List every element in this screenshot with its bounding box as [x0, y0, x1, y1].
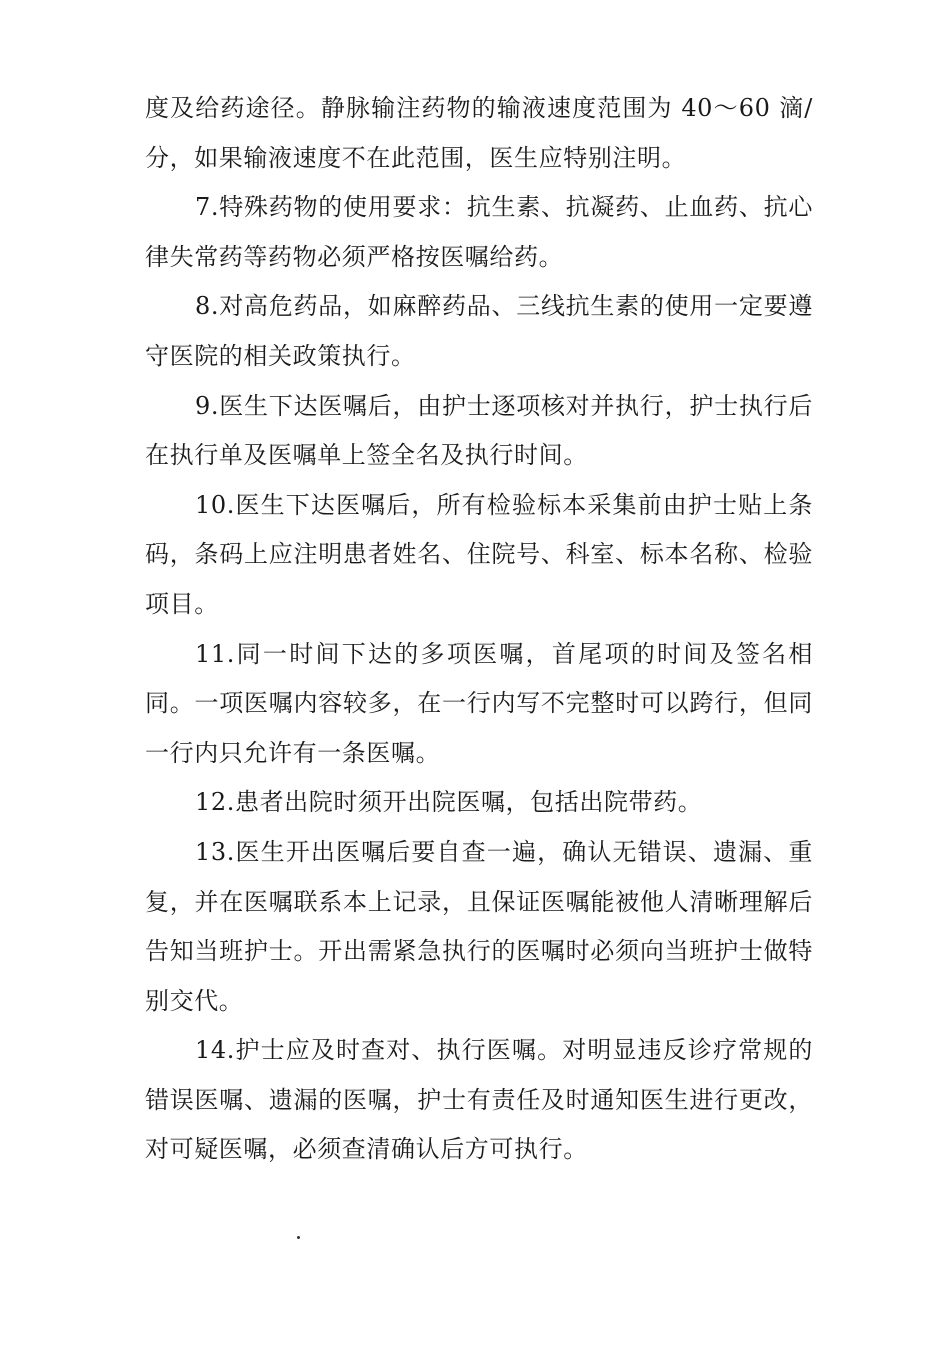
- paragraph-item-8: 8.对高危药品，如麻醉药品、三线抗生素的使用一定要遵守医院的相关政策执行。: [145, 292, 813, 370]
- paragraph-item-7: 7.特殊药物的使用要求：抗生素、抗凝药、止血药、抗心律失常药等药物必须严格按医嘱给药。: [145, 193, 813, 271]
- paragraph-item-14: 14.护士应及时查对、执行医嘱。对明显违反诊疗常规的错误医嘱、遗漏的医嘱，护士有责任及时通知医生进行更改，对可疑医嘱，必须查清确认后方可执行。: [145, 1036, 813, 1164]
- paragraph-continued-dosage: 度及给药途径。静脉输注药物的输液速度范围为 40～60 滴/分，如果输液速度不在此范围，医生应特别注明。: [145, 94, 813, 172]
- paragraph-item-11: 11.同一时间下达的多项医嘱，首尾项的时间及签名相同。一项医嘱内容较多，在一行内写不完整时可以跨行，但同一行内只允许有一条医嘱。: [145, 639, 813, 767]
- document-body: [145, 84, 813, 1175]
- paragraph-item-9: 9.医生下达医嘱后，由护士逐项核对并执行，护士执行后在执行单及医嘱单上签全名及执行时间。: [145, 391, 813, 470]
- paragraph-item-13: 13.医生开出医嘱后要自查一遍，确认无错误、遗漏、重复，并在医嘱联系本上记录，且保证医嘱能被他人清晰理解后告知当班护士。开出需紧急执行的医嘱时必须向当班护士做特别交代。: [145, 837, 813, 1015]
- paragraph-item-12: 12.患者出院时须开出院医嘱，包括出院带药。: [195, 788, 703, 817]
- footer-dot-mark: [297, 1236, 300, 1239]
- paragraph-item-10: 10.医生下达医嘱后，所有检验标本采集前由护士贴上条码，条码上应注明患者姓名、住院号、科室、标本名称、检验项目。: [145, 490, 813, 618]
